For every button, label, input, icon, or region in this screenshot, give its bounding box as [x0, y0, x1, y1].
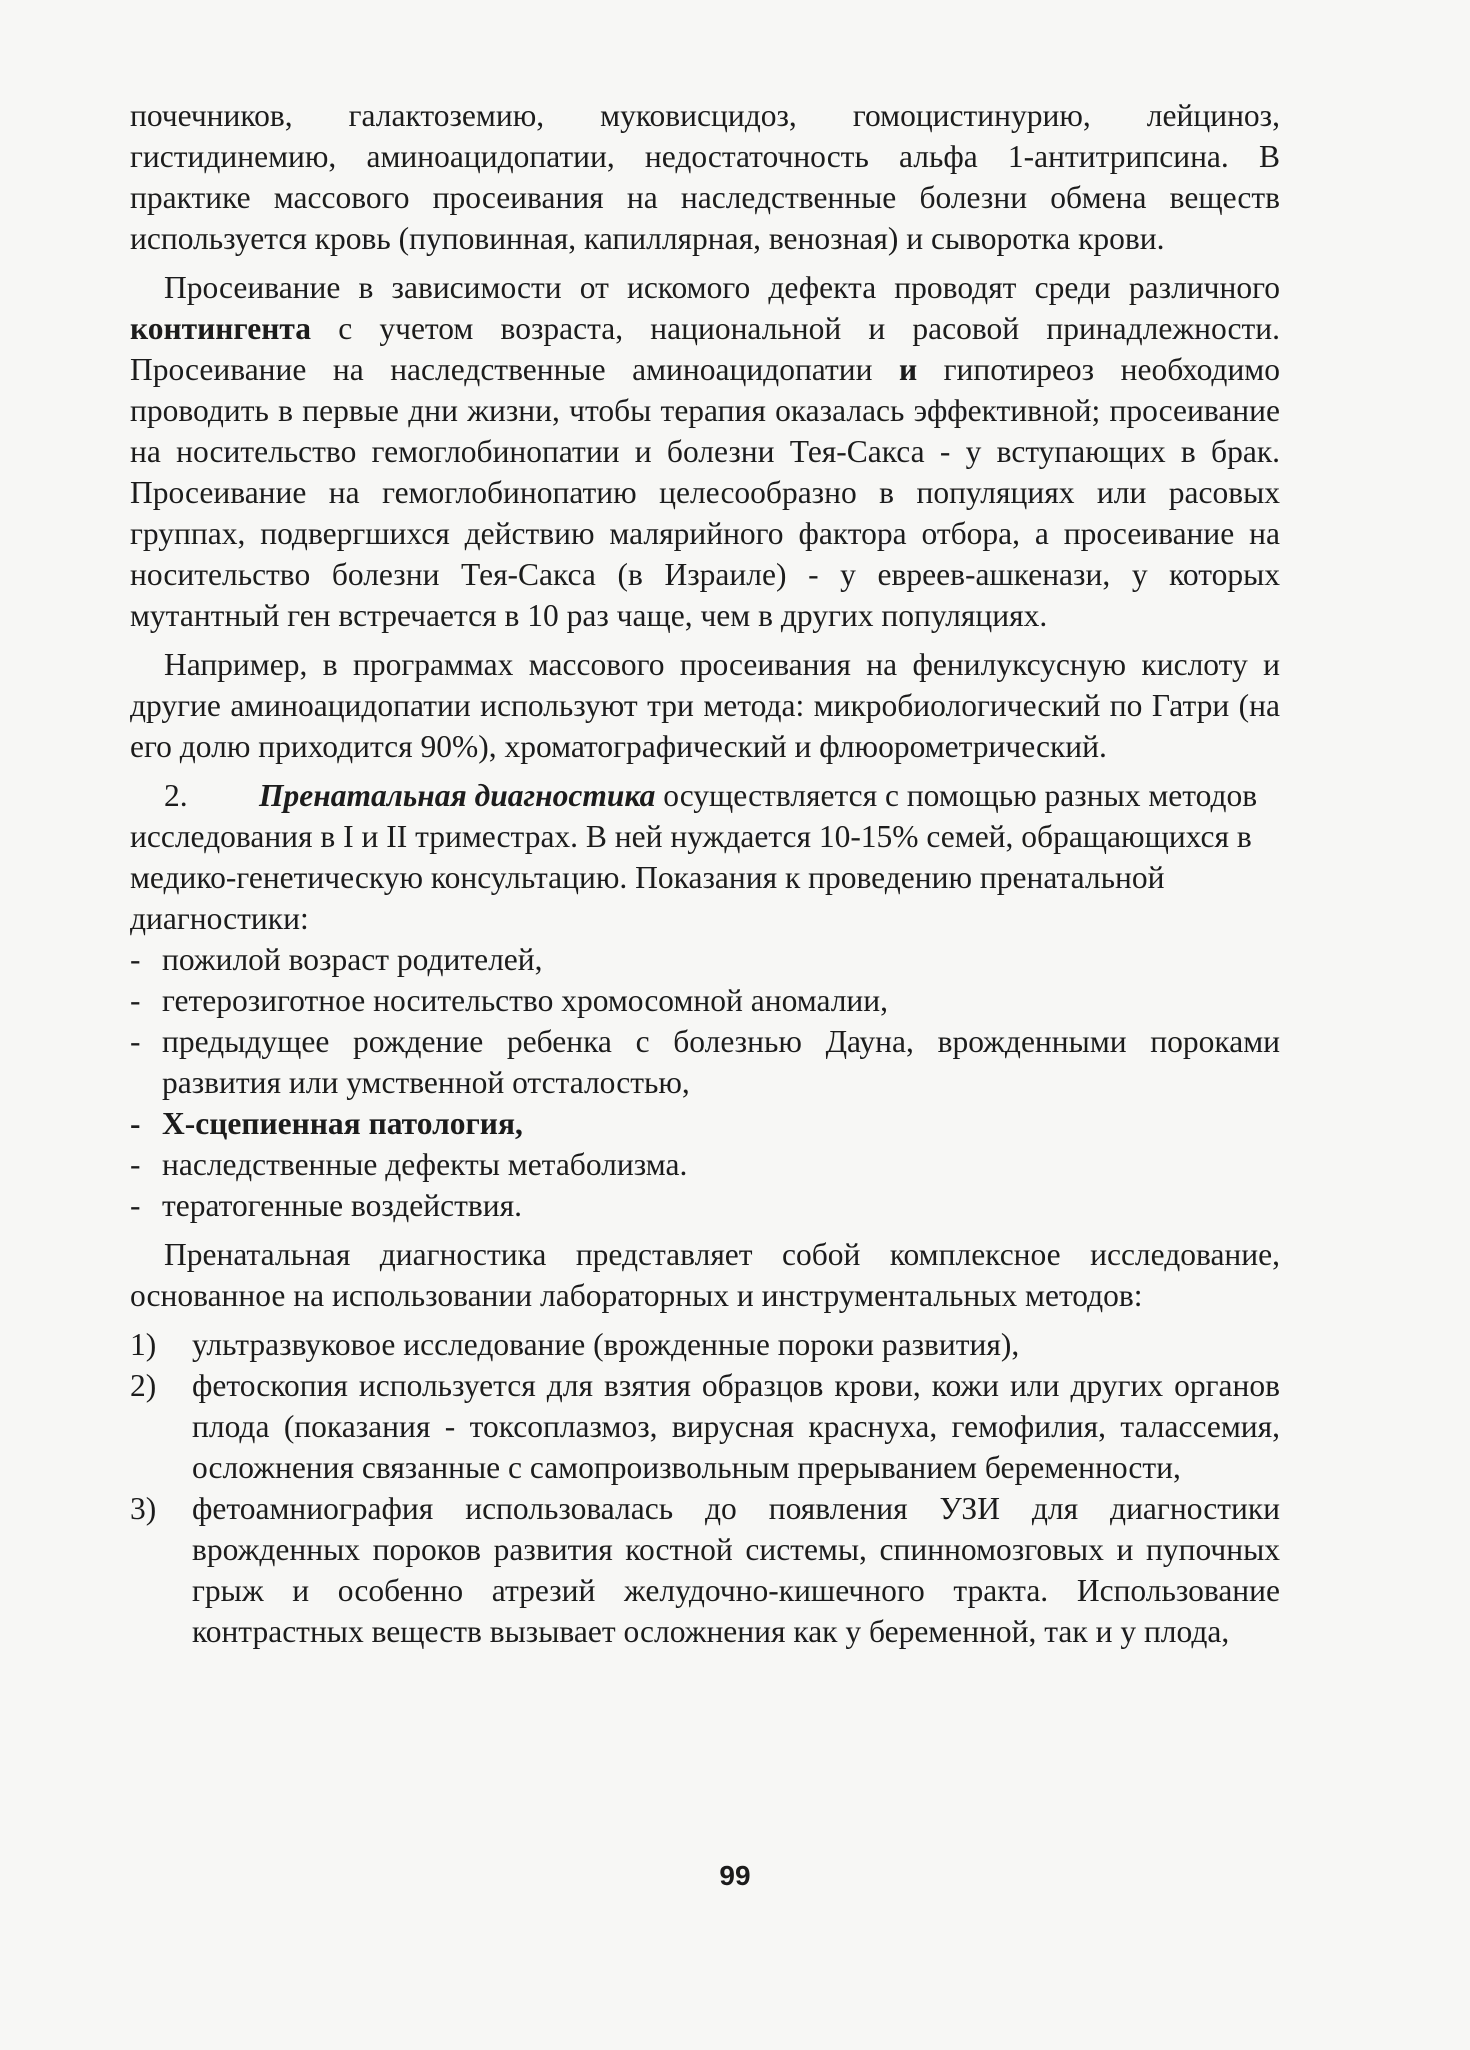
numbered-item-text: фетоамниография использовалась до появления УЗИ для диагностики врожденных пороков развития костной системы, спинномозговых и пупочных грыж и особенно атрезий желудочно-кишечного тракта. Использование контрастных веществ вызывает осложнения как у беременной, так и у плода,: [192, 1491, 1280, 1649]
list-item: [130, 1021, 1280, 1103]
list-item-text: предыдущее рождение ребенка с болезнью Дауна, врожденными пороками развития или умственной отсталостью,: [162, 1024, 1280, 1100]
paragraph-screening-methods: Например, в программах массового просеивания на фенилуксусную кислоту и другие аминоацидопатии используют три метода: микробиологический по Гатри (на его долю приходится 90%), хроматографический и флюорометрический.: [130, 647, 1280, 764]
methods-list: [130, 1324, 1280, 1652]
bold-term-contingent: контингента: [130, 311, 312, 346]
paragraph-complex-study: Пренатальная диагностика представляет собой комплексное исследование, основанное на использовании лабораторных и инструментальных методов:: [130, 1237, 1280, 1313]
paragraph-screening-contingent: [130, 267, 1280, 636]
list-item-bold: [130, 1103, 1280, 1144]
item-number: 2): [130, 1368, 157, 1403]
list-item-text: наследственные дефекты метаболизма.: [162, 1147, 688, 1182]
dash-marker: -: [130, 942, 141, 977]
paragraph-diseases-list: почечников, галактоземию, муковисцидоз, гомоцистинурию, лейциноз, гистидинемию, аминоацидопатии, недостаточность альфа 1-антитрипсина. В практике массового просеивания на наследственные болезни обмена веществ используется кровь (пуповинная, капиллярная, венозная) и сыворотка крови.: [130, 98, 1280, 256]
list-item-text: гетерозиготное носительство хромосомной аномалии,: [162, 983, 889, 1018]
text-run: осуществляется с помощью разных методов исследования в I и II триместрах. В ней нуждается 10-15% семей, обращающихся в медико-генетическую консультацию. Показания к проведению пренатальной диагностики:: [130, 778, 1258, 936]
item-number: 1): [130, 1327, 157, 1362]
numbered-item-text: фетоскопия используется для взятия образцов крови, кожи или других органов плода (показания - токсоплазмоз, вирусная краснуха, гемофилия, талассемия, осложнения связанные с самопроизвольным прерыванием беременности,: [192, 1368, 1280, 1485]
list-item: [130, 980, 1280, 1021]
page-number: 99: [719, 1860, 751, 1891]
dash-marker: -: [130, 1188, 141, 1223]
item-number: 3): [130, 1491, 157, 1526]
dash-marker: -: [130, 1024, 141, 1059]
numbered-item: [130, 1324, 1280, 1365]
dash-marker: -: [130, 1147, 141, 1182]
text-run: гипотиреоз необходимо проводить в первые дни жизни, чтобы терапия оказалась эффективной; просеивание на носительство гемоглобинопатии и болезни Тея-Сакса - у вступающих в брак. Просеивание на гемоглобинопатию целесообразно в популяциях или расовых группах, подвергшихся действию малярийного фактора отбора, а просеивание на носительство болезни Тея-Сакса (в Израиле) - у евреев-ашкенази, у которых мутантный ген встречается в 10 раз чаще, чем в других популяциях.: [130, 352, 1280, 633]
dash-marker: -: [130, 983, 141, 1018]
numbered-item: [130, 1488, 1280, 1652]
list-item: [130, 1185, 1280, 1226]
list-item-text: Х-сцепиенная патология,: [162, 1106, 523, 1141]
list-item: [130, 939, 1280, 980]
text-run: с учетом возраста, национальной и расовой принадлежности. Просеивание на наследственные аминоацидопатии: [130, 311, 1280, 387]
list-item-text: тератогенные воздействия.: [162, 1188, 522, 1223]
numbered-item-text: ультразвуковое исследование (врожденные пороки развития),: [192, 1327, 1020, 1362]
bold-conjunction: и: [898, 352, 918, 387]
section-number: 2.: [164, 778, 188, 813]
indications-list: [130, 939, 1280, 1226]
text-run: Просеивание в зависимости от искомого дефекта проводят среди различного: [164, 270, 1280, 305]
list-item-text: пожилой возраст родителей,: [162, 942, 543, 977]
section-heading-prenatal: Пренатальная диагностика: [259, 778, 656, 813]
body-text: [130, 95, 1280, 1652]
numbered-item: [130, 1365, 1280, 1488]
dash-marker: -: [130, 1106, 141, 1141]
list-item: [130, 1144, 1280, 1185]
section-prenatal-diagnosis: [130, 775, 1280, 939]
